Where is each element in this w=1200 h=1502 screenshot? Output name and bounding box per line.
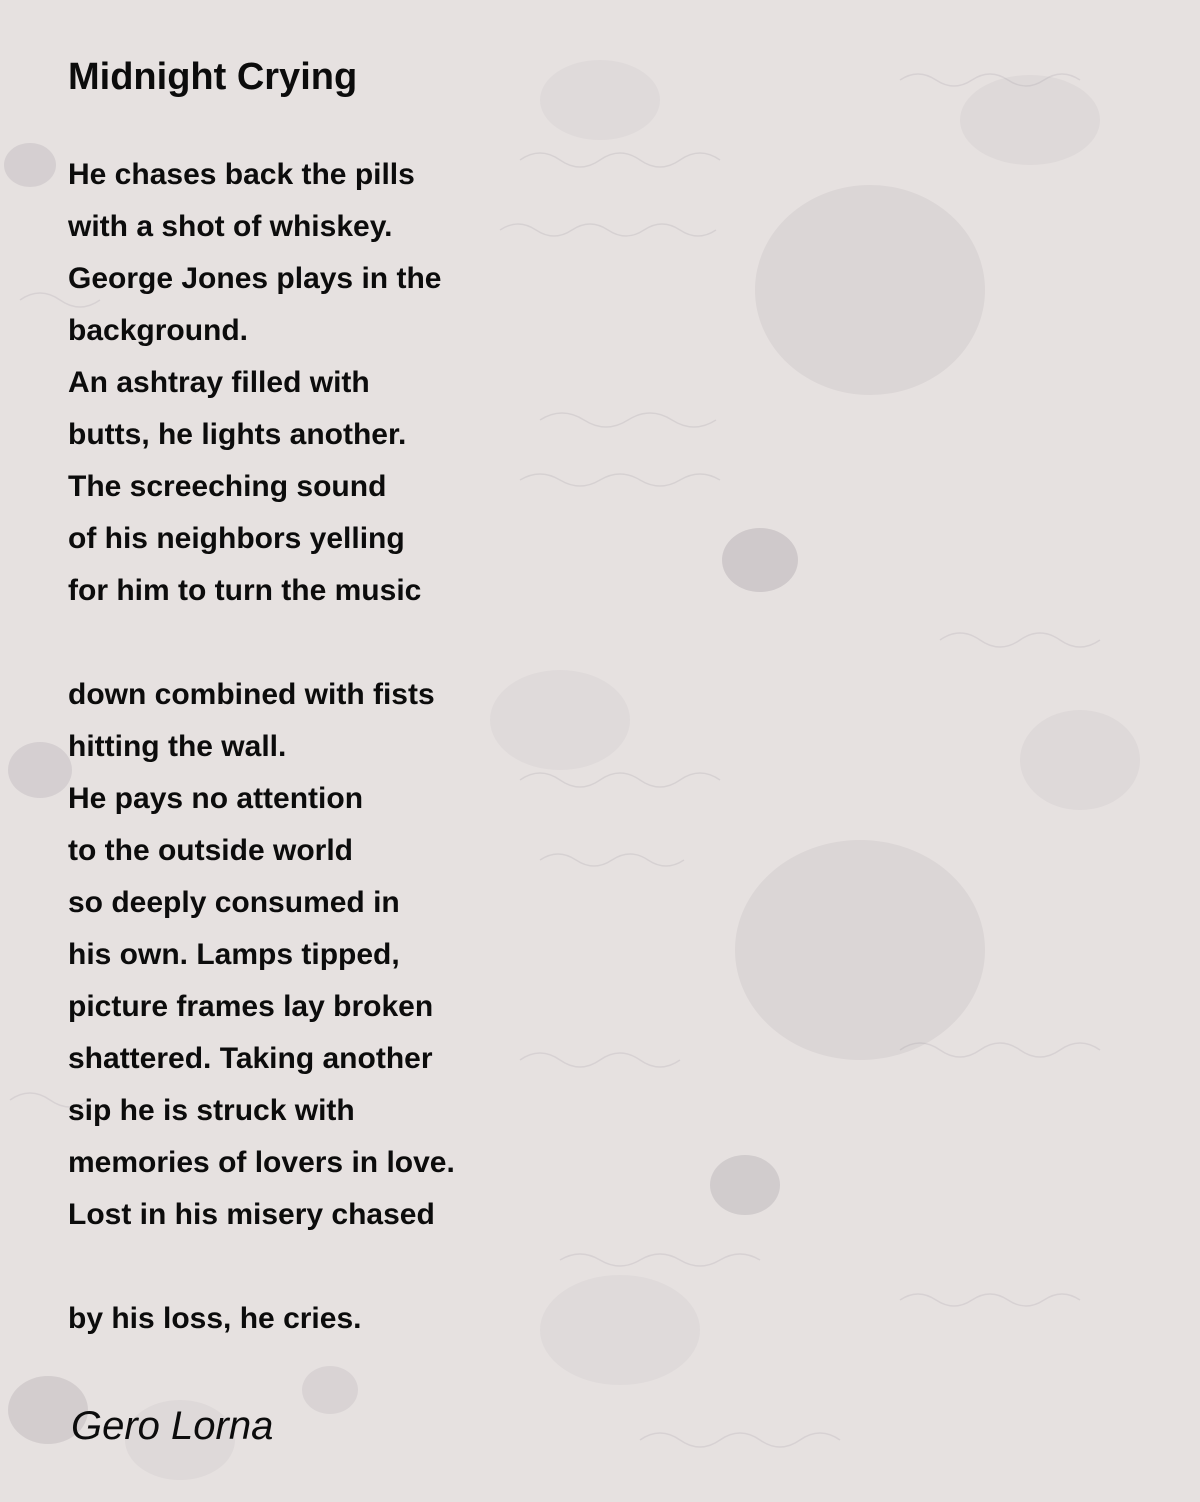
poem-line: to the outside world [68, 834, 353, 867]
poem-line: butts, he lights another. [68, 418, 407, 451]
poem-line: background. [68, 314, 249, 347]
poem-line: down combined with fists [68, 678, 435, 711]
stanza-break [68, 1241, 455, 1293]
poem-line: so deeply consumed in [68, 886, 400, 919]
poem-line: memories of lovers in love. [68, 1146, 455, 1179]
poem-line: with a shot of whiskey. [68, 210, 393, 243]
poem-line: George Jones plays in the [68, 262, 442, 295]
poem-line: He chases back the pills [68, 158, 415, 191]
poem-line: shattered. Taking another [68, 1042, 433, 1075]
poem-line: picture frames lay broken [68, 990, 434, 1023]
poem-line: his own. Lamps tipped, [68, 938, 400, 971]
poem-body [68, 149, 455, 1345]
poem-line: The screeching sound [68, 470, 387, 503]
stanza-break [68, 617, 455, 669]
poem-title: Midnight Crying [68, 56, 358, 98]
poem-line: sip he is struck with [68, 1094, 355, 1127]
poem-line: hitting the wall. [68, 730, 287, 763]
poem-line: of his neighbors yelling [68, 522, 405, 555]
poem-line: He pays no attention [68, 782, 364, 815]
poem-author: Gero Lorna [71, 1404, 274, 1448]
poem-line: by his loss, he cries. [68, 1302, 362, 1335]
poem-line: An ashtray filled with [68, 366, 370, 399]
poem-line: Lost in his misery chased [68, 1198, 435, 1231]
poem-line: for him to turn the music [68, 574, 422, 607]
